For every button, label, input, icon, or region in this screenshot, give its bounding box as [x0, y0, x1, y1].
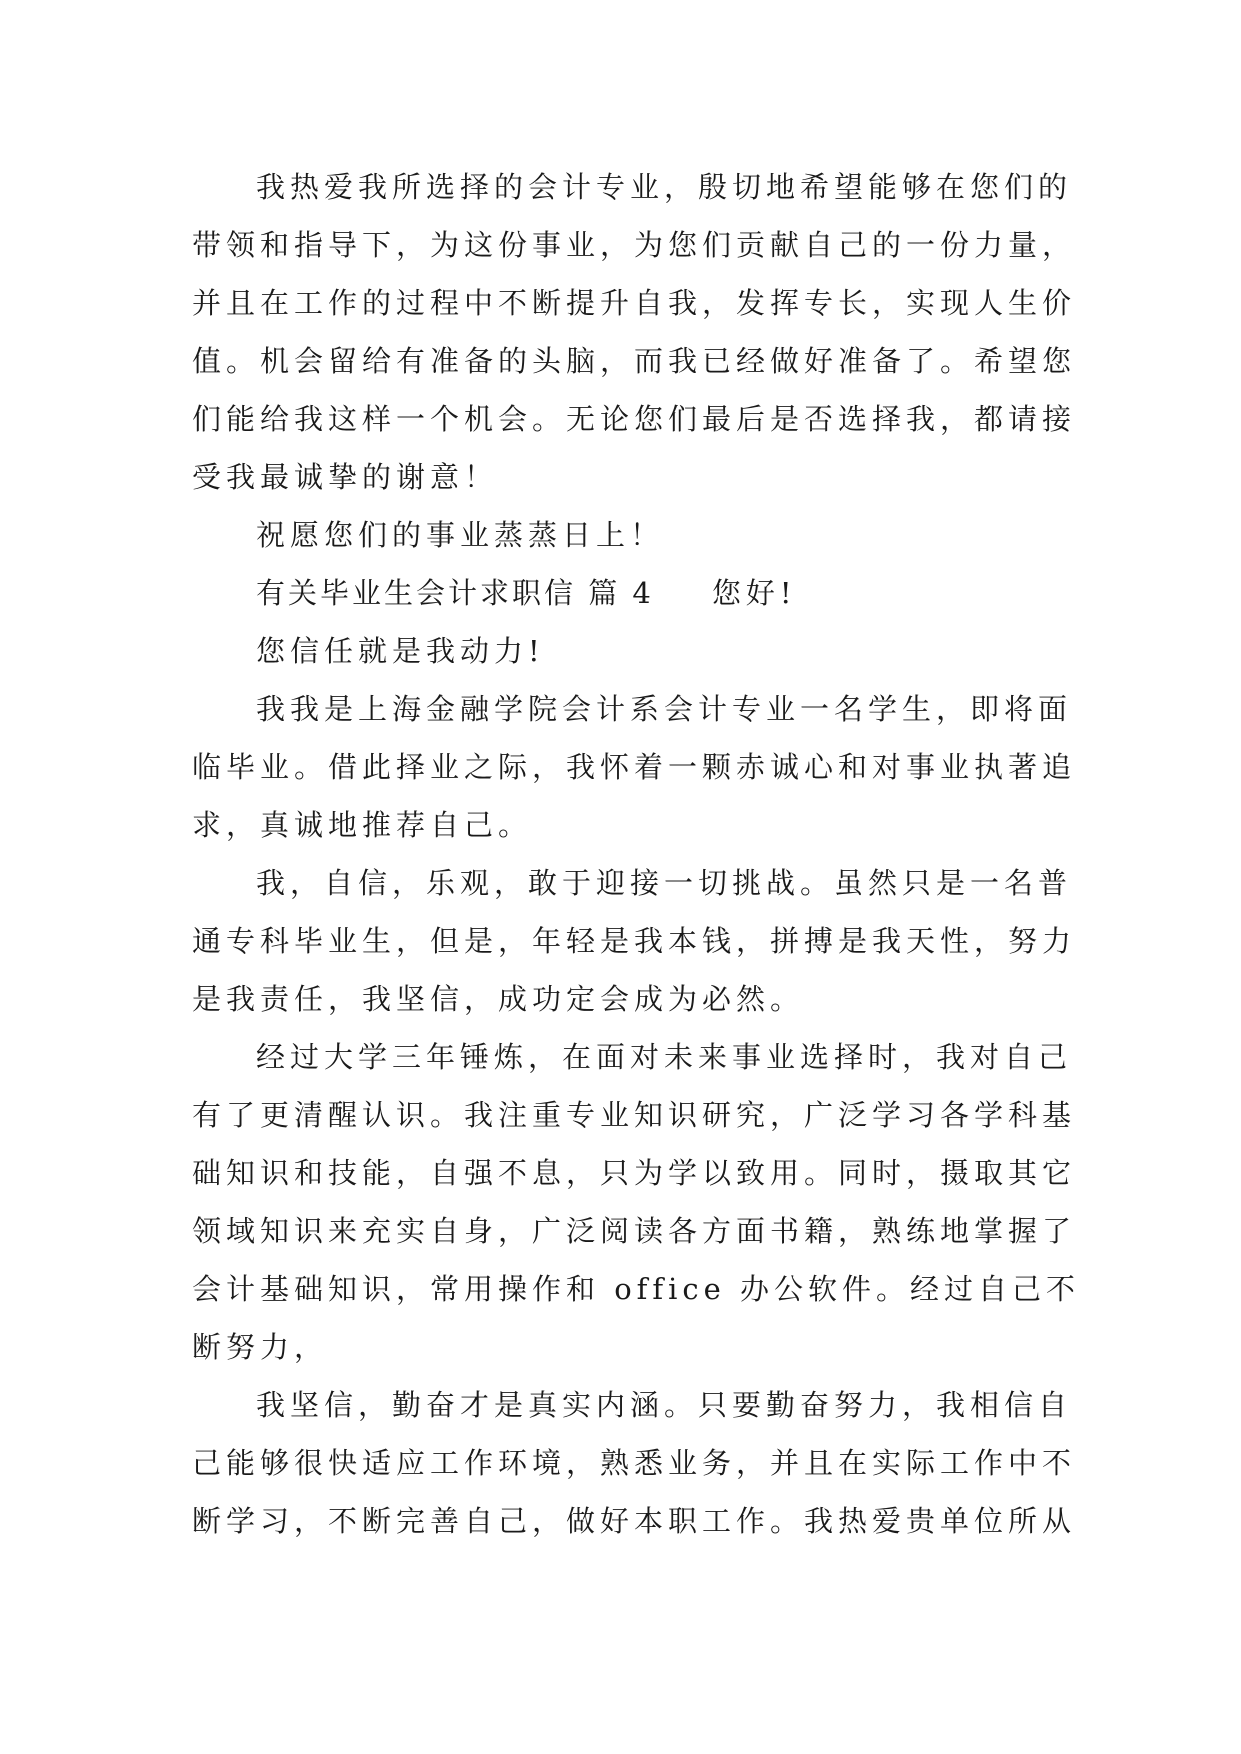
paragraph-line: 临毕业。借此择业之际，我怀着一颗赤诚心和对事业执著追: [192, 750, 1077, 784]
paragraph-line: 断努力，: [192, 1330, 329, 1364]
paragraph-line: 己能够很快适应工作环境，熟悉业务，并且在实际工作中不: [192, 1446, 1077, 1480]
document-body: [192, 158, 1081, 1550]
paragraph-line: 们能给我这样一个机会。无论您们最后是否选择我，都请接: [192, 402, 1077, 436]
paragraph-line: 我，自信，乐观，敢于迎接一切挑战。虽然只是一名普: [256, 866, 1073, 900]
paragraph-line: 并且在工作的过程中不断提升自我，发挥专长，实现人生价: [192, 286, 1077, 320]
section-heading: [192, 564, 1052, 622]
paragraph-line: 求，真诚地推荐自己。: [192, 808, 533, 842]
paragraph-line: 是我责任，我坚信，成功定会成为必然。: [192, 982, 805, 1016]
paragraph-line: 断学习，不断完善自己，做好本职工作。我热爱贵单位所从: [192, 1504, 1077, 1538]
paragraph-line: 有了更清醒认识。我注重专业知识研究，广泛学习各学科基: [192, 1098, 1077, 1132]
greeting: 您好!: [711, 576, 797, 610]
paragraph-line: 领域知识来充实自身，广泛阅读各方面书籍，熟练地掌握了: [192, 1214, 1077, 1248]
paragraph-line: 受我最诚挚的谢意！: [192, 460, 499, 494]
paragraph-line: 值。机会留给有准备的头脑，而我已经做好准备了。希望您: [192, 344, 1077, 378]
paragraph-line: 经过大学三年锤炼，在面对未来事业选择时，我对自己: [256, 1040, 1073, 1074]
paragraph-line: 础知识和技能，自强不息，只为学以致用。同时，摄取其它: [192, 1156, 1077, 1190]
paragraph-line: 通专科毕业生，但是，年轻是我本钱，拼搏是我天性，努力: [192, 924, 1077, 958]
paragraph-line: 带领和指导下，为这份事业，为您们贡献自己的一份力量，: [192, 228, 1077, 262]
paragraph-line: 我坚信，勤奋才是真实内涵。只要勤奋努力，我相信自: [256, 1388, 1073, 1422]
paragraph-line: 会计基础知识，常用操作和 office 办公软件。经过自己不: [192, 1272, 1081, 1306]
paragraph-line: 我我是上海金融学院会计系会计专业一名学生，即将面: [256, 692, 1073, 726]
closing-wish: 祝愿您们的事业蒸蒸日上！: [256, 518, 665, 552]
section-title: 有关毕业生会计求职信 篇 4: [256, 576, 654, 610]
paragraph-line: 我热爱我所选择的会计专业，殷切地希望能够在您们的: [256, 170, 1073, 204]
paragraph-line: 您信任就是我动力!: [256, 634, 545, 668]
